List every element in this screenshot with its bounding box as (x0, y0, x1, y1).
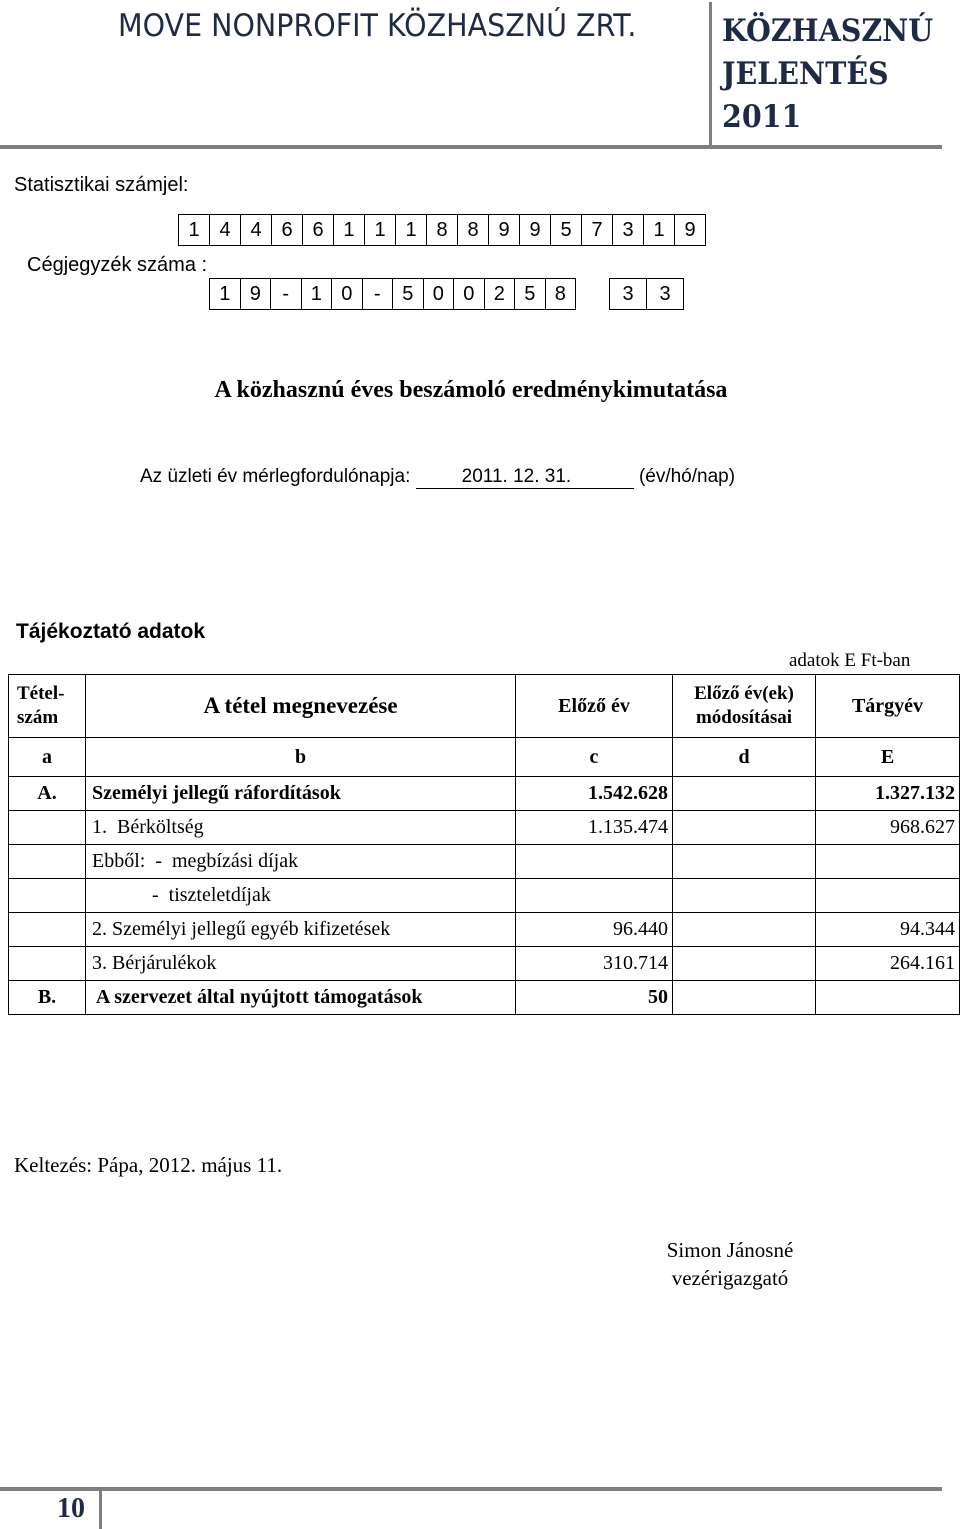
organization-name: MOVE NONPROFIT KÖZHASZNÚ ZRT. (118, 8, 637, 44)
stat-digit-box: 9 (489, 215, 520, 246)
fiscal-date-format: (év/hó/nap) (638, 466, 736, 487)
row-modifications (673, 777, 816, 811)
row-current-year (816, 879, 960, 913)
row-previous-year: 1.135.474 (516, 811, 673, 845)
stat-digit-box: 3 (613, 215, 644, 246)
row-name: 2. Személyi jellegű egyéb kifizetések (86, 913, 516, 947)
register-gap (576, 279, 610, 310)
row-code (9, 811, 86, 845)
footer-divider (99, 1491, 102, 1529)
page-number: 10 (57, 1493, 85, 1524)
header-modifications: Előző év(ek) módosításai (673, 675, 816, 738)
stat-digit-box: 4 (210, 215, 241, 246)
row-current-year (816, 845, 960, 879)
unit-note: adatok E Ft-ban (789, 650, 911, 671)
stat-digit-box: 9 (675, 215, 706, 246)
header-item-name: A tétel megnevezése (86, 675, 516, 738)
column-letter-row (9, 738, 960, 777)
row-code (9, 947, 86, 981)
register-digit-box: 5 (393, 279, 424, 310)
place-date: Keltezés: Pápa, 2012. május 11. (14, 1153, 283, 1177)
row-modifications (673, 845, 816, 879)
row-modifications (673, 981, 816, 1015)
table-row (9, 879, 960, 913)
stat-digit-box: 4 (241, 215, 272, 246)
row-modifications (673, 913, 816, 947)
stat-digit-box: 1 (334, 215, 365, 246)
stat-digit-box: 7 (582, 215, 613, 246)
row-code: B. (9, 981, 86, 1015)
register-digit-box: - (362, 279, 393, 310)
header-rule (0, 145, 942, 149)
fiscal-date-label: Az üzleti év mérlegfordulónapja: (140, 466, 411, 487)
data-table (8, 674, 960, 1015)
header-divider (709, 2, 712, 146)
row-name: Ebből: - megbízási díjak (86, 845, 516, 879)
stat-digit-box: 1 (644, 215, 675, 246)
register-digit-box: 8 (545, 279, 576, 310)
register-number-boxes (209, 278, 684, 310)
register-suffix-box: 3 (647, 279, 684, 310)
stat-number-boxes (178, 214, 706, 246)
stat-digit-box: 1 (365, 215, 396, 246)
row-current-year: 968.627 (816, 811, 960, 845)
table-row (9, 777, 960, 811)
row-previous-year (516, 845, 673, 879)
stat-digit-box: 6 (272, 215, 303, 246)
row-previous-year: 96.440 (516, 913, 673, 947)
register-digit-box: 1 (210, 279, 241, 310)
stat-number-label: Statisztikai számjel: (14, 174, 189, 196)
table-header-row (9, 675, 960, 738)
table-row (9, 947, 960, 981)
register-digit-box: - (271, 279, 302, 310)
report-title-line: KÖZHASZNÚ (722, 13, 934, 49)
stat-digit-box: 8 (427, 215, 458, 246)
report-title-line: JELENTÉS (722, 56, 889, 92)
header-previous-year: Előző év (516, 675, 673, 738)
report-year: 2011 (722, 99, 802, 135)
row-previous-year: 310.714 (516, 947, 673, 981)
register-digit-box: 2 (484, 279, 515, 310)
row-name: 1. Bérköltség (86, 811, 516, 845)
row-modifications (673, 947, 816, 981)
row-code (9, 845, 86, 879)
column-letter: a (9, 738, 86, 777)
register-digit-box: 1 (301, 279, 332, 310)
row-previous-year (516, 879, 673, 913)
register-digit-box: 9 (240, 279, 271, 310)
column-letter: E (816, 738, 960, 777)
stat-digit-box: 5 (551, 215, 582, 246)
row-modifications (673, 811, 816, 845)
row-name: - tiszteletdíjak (86, 879, 516, 913)
stat-digit-box: 9 (520, 215, 551, 246)
report-title (722, 10, 933, 139)
section-title: Tájékoztató adatok (16, 620, 206, 643)
column-letter: b (86, 738, 516, 777)
header-current-year: Tárgyév (816, 675, 960, 738)
stat-digit-box: 1 (396, 215, 427, 246)
row-current-year: 264.161 (816, 947, 960, 981)
row-modifications (673, 879, 816, 913)
register-digit-box: 0 (423, 279, 454, 310)
footer-rule (0, 1487, 942, 1491)
header-item-number: Tétel- szám (9, 675, 86, 738)
page-title: A közhasznú éves beszámoló eredménykimutatása (214, 377, 728, 403)
row-current-year: 94.344 (816, 913, 960, 947)
column-letter: c (516, 738, 673, 777)
register-number-label: Cégjegyzék száma : (27, 254, 208, 276)
row-name: Személyi jellegű ráfordítások (86, 777, 516, 811)
row-code: A. (9, 777, 86, 811)
row-previous-year: 50 (516, 981, 673, 1015)
row-name: A szervezet által nyújtott támogatások (86, 981, 516, 1015)
stat-digit-box: 6 (303, 215, 334, 246)
signature-block (640, 1236, 820, 1292)
fiscal-date-value: 2011. 12. 31. (416, 466, 634, 489)
fiscal-date-line (140, 466, 735, 489)
row-code (9, 913, 86, 947)
table-row (9, 981, 960, 1015)
stat-digit-box: 8 (458, 215, 489, 246)
table-row (9, 845, 960, 879)
stat-digit-box: 1 (179, 215, 210, 246)
row-current-year (816, 981, 960, 1015)
row-code (9, 879, 86, 913)
register-digit-box: 0 (332, 279, 363, 310)
column-letter: d (673, 738, 816, 777)
register-digit-box: 0 (454, 279, 485, 310)
signatory-title: vezérigazgató (671, 1266, 789, 1290)
signatory-name: Simon Jánosné (666, 1238, 794, 1262)
table-row (9, 913, 960, 947)
row-previous-year: 1.542.628 (516, 777, 673, 811)
register-suffix-box: 3 (610, 279, 647, 310)
row-name: 3. Bérjárulékok (86, 947, 516, 981)
register-digit-box: 5 (515, 279, 546, 310)
table-row (9, 811, 960, 845)
row-current-year: 1.327.132 (816, 777, 960, 811)
